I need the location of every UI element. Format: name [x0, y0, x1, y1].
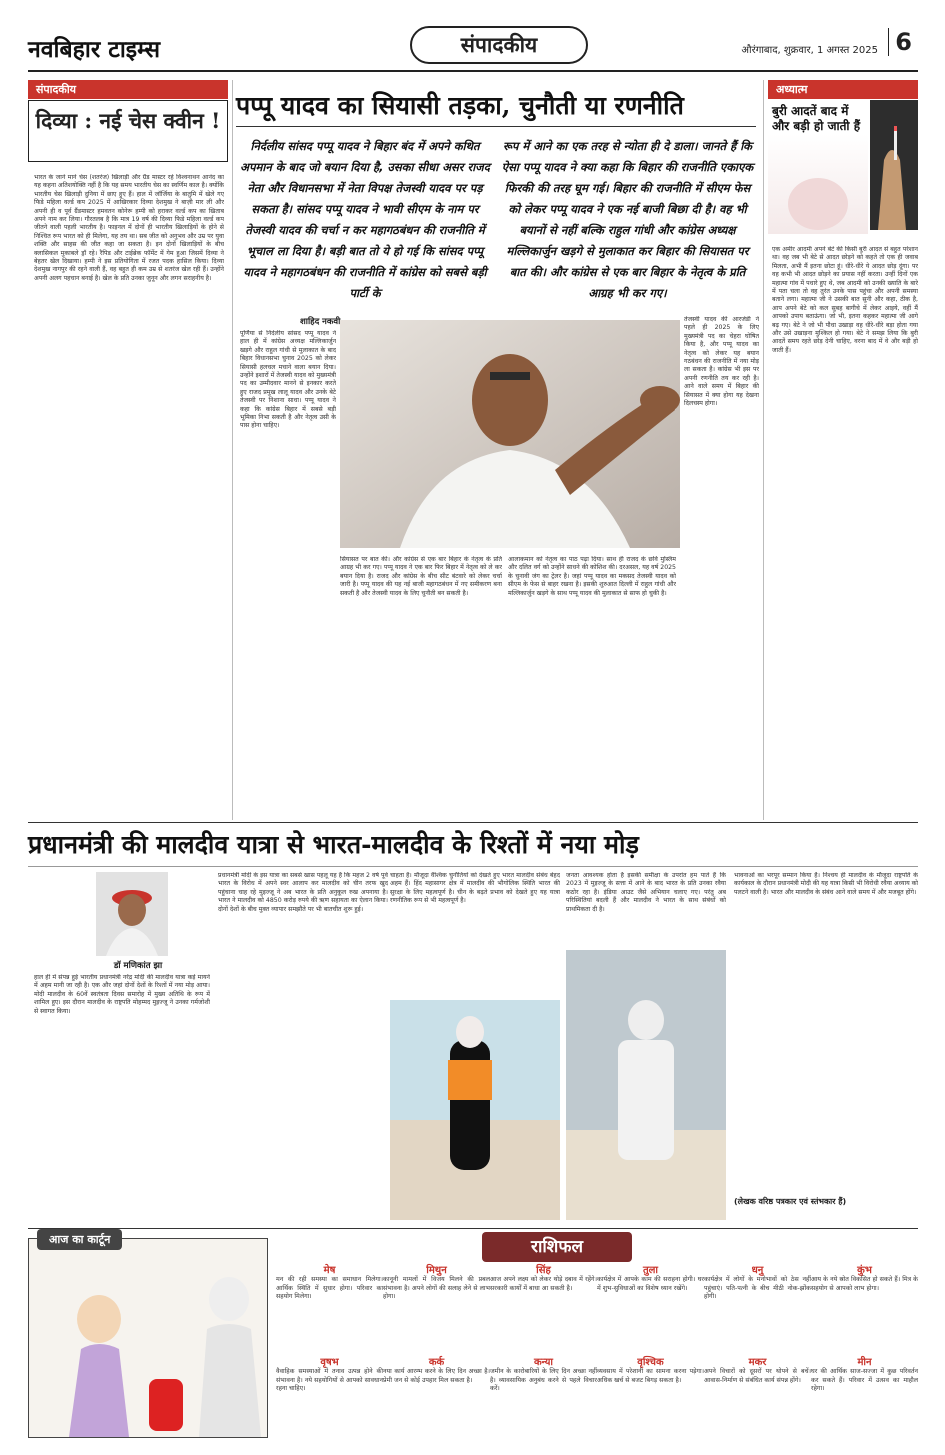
rashi-singh — [490, 1262, 597, 1293]
author-disclaimer: (लेखक वरिष्ठ पत्रकार एवं स्तंभकार हैं) — [734, 1197, 847, 1206]
rashi-name: तुला — [642, 1265, 659, 1276]
rashi-name: कुंभ — [857, 1265, 872, 1276]
rashi-text: आज अपने लक्ष्य को लेकर थोड़े दबाव में रहेंगे। सरकारी कार्यों में बाधा आ सकती है। — [490, 1276, 597, 1292]
rashi-makar — [704, 1354, 811, 1385]
section-title: संपादकीय — [410, 26, 588, 64]
pappu-yadav-photo — [340, 320, 680, 548]
rashi-text: आय के नये स्रोत विकसित हो सकते हैं। मित्र के सहयोग से आपको लाभ होगा। — [811, 1276, 918, 1292]
rashi-text: नया कार्य आरम्भ करने के लिए दिन अच्छा है। प्रेमी जन से कोई उपहार मिल सकता है। — [383, 1368, 490, 1384]
second-col-4: जनता आवश्यक होता है इसकी समीक्षा के उपरांत हम पाते हैं कि 2023 में मुइज्जू के सत्ता में आने के बाद भारत के प्रति उनका रवैया कठोर रहा है। इंडिया आउट जैसे अभियान चलाए गए। परंतु अब परिस्थितियां बदली हैं और मालदीव ने भारत के साथ संबंधों को प्राथमिकता दी है। — [566, 872, 726, 913]
rashi-name: सिंह — [536, 1265, 551, 1276]
cartoon-illustration — [29, 1239, 267, 1437]
rashifal-title: राशिफल — [482, 1232, 632, 1262]
newspaper-brand: नवबिहार टाइम्स — [28, 36, 161, 63]
rashi-mesh — [276, 1262, 383, 1302]
adhyatma-illustration — [768, 134, 868, 234]
main-col-3: आलाकमान को नेतृत्व का पाठ पढ़ा दिया। साथ ही राजद के छवि मुस्लिम और दलित वर्ग को उन्होंने साधने की कोशिश की। दरअसल, यह वर्ष 2025 के चुनावी जंग का ट्रेलर है। जहां पप्पू यादव का मकसद तेजस्वी यादव को सीएम के फेस से बाहर रखना है। इसकी शुरुआत दिल्ली में राहुल गांधी और मल्लिकार्जुन खड़गे के साथ पप्पू यादव की मुलाकात से साफ हो चुकी है। — [508, 556, 676, 597]
rashi-name: मीन — [857, 1357, 872, 1368]
main-deck-right: रूप में आने का एक तरह से न्योता ही दे डाला। जानते हैं कि ऐसा पप्पू यादव ने क्या कहा कि बिहार की राजनीति एकाएक फिरकी की तरह घूम गई। बिहार की राजनीति में सीएम फेस को लेकर पप्पू यादव ने एक नई बाजी बिछा दी है। वह भी बयानों से नहीं बल्कि राहुल गांधी और कांग्रेस अध्यक्ष मल्लिकार्जुन खड़गे से मुलाकात कर बिहार की सियासत पर बात की। और कांग्रेस से एक बार बिहार के नेतृत्व के प्रति आग्रह भी कर गए। — [501, 139, 754, 300]
cartoon-panel — [28, 1233, 268, 1438]
adhyatma-title: बुरी आदतें बाद में और बड़ी हो जाती हैं — [772, 104, 861, 133]
editorial-title: दिव्या : नई चेस क्वीन ! — [35, 108, 221, 133]
second-byline: डॉ मणिकांत झा — [113, 961, 163, 971]
rashi-vrishabh — [276, 1354, 383, 1394]
editorial-title-box — [28, 100, 228, 162]
rashi-text: मन की रही समस्या का समाधान मिलेगा। आर्थिक स्थिति में सुधार होगा। परिवार का सहयोग मिलेगा। — [276, 1276, 383, 1300]
rashi-name: मकर — [748, 1357, 767, 1368]
main-deck-left: निर्दलीय सांसद पप्पू यादव ने बिहार बंद में अपने कथित अपमान के बाद जो बयान दिया है, उसका सीधा असर राजद नेता और विधानसभा में नेता विपक्ष तेजस्वी यादव पर पड़ सकता है। सांसद पप्पू यादव ने भावी सीएम के नाम पर तेजस्वी यादव की चर्चा न कर महागठबंधन की राजनीति में भूचाल ला दिया है। बड़ी बात तो ये हो गई कि सांसद पप्पू यादव ने महागठबंधन की राजनीति में कांग्रेस को सबसे बड़ी पार्टी के — [240, 139, 490, 300]
divider — [232, 80, 233, 820]
second-headline: प्रधानमंत्री की मालदीव यात्रा से भारत-मालदीव के रिश्तों में नया मोड़ — [28, 830, 639, 859]
divider — [28, 866, 918, 867]
main-headline: पप्पू यादव का सियासी तड़का, चुनौती या रणनीति — [236, 91, 684, 120]
masthead — [28, 22, 918, 72]
rashi-text: व्यवसाय में परेशानी का सामना करना पड़ेगा। अधिक खर्च से बजट बिगड़ सकता है। — [597, 1368, 704, 1384]
page-number: 6 — [888, 28, 912, 56]
editorial-tag: संपादकीय — [28, 80, 228, 99]
rashi-name: कर्क — [428, 1357, 445, 1368]
second-col-3: चाहता है। मौजूदा वैश्विक चुनौतियों को देखते हुए भारत मालदीव संबंध बेहद अहम हैं। हिंद महासागर क्षेत्र में मालदीव की भौगोलिक स्थिति भारत की सुरक्षा के लिए महत्वपूर्ण है। चीन के बढ़ते प्रभाव को देखते हुए यह यात्रा रणनीतिक रूप से भी महत्वपूर्ण है। — [390, 872, 560, 905]
adhyatma-tag: अध्यात्म — [768, 80, 918, 99]
main-col-2: सियासत पर बात की। और कांग्रेस से एक बार बिहार के नेतृत्व के प्रति आग्रह भी कर गए। पप्पू यादव ने एक बार फिर बिहार में नेतृत्व को ले कर बयान दिया है। राजद और कांग्रेस के बीच सीट बंटवारे को लेकर चर्चा जारी है। पप्पू यादव की यह नई बाजी महागठबंधन में नए समीकरण बना सकती है और तेजस्वी यादव के लिए चुनौती बन सकती है। — [340, 556, 502, 597]
rashi-text: अपने विचारों को दूसरों पर थोपने से बचें। आवास-निर्माण से संबंधित कार्य संपन्न होंगे। — [704, 1368, 811, 1384]
main-byline: शाहिद नकवी — [300, 317, 341, 327]
rashi-text: वैवाहिक समस्याओं में तनाव उत्पन्न होने की संभावना है। नये सहयोगियों से आपको सावधान रहना चाहिए। — [276, 1368, 383, 1392]
adhyatma-body: एक अमीर आदमी अपने बेटे की किसी बुरी आदत से बहुत परेशान था। वह जब भी बेटे से आदत छोड़ने को कहते तो एक ही जवाब मिलता, अभी मैं इतना छोटा हूं। धीरे-धीरे ये आदत छोड़ दूंगा। पर वह कभी भी आदत छोड़ने का प्रयास नहीं करता। उन्हीं दिनों एक महात्मा गांव में पधारे हुए थे, जब आदमी को उनकी ख्याति के बारे में पता चला तो वह तुरंत उनके पास पहुंचा और अपनी समस्या बताने लगा। महात्मा जी ने उसकी बात सुनी और कहा, ठीक है, आप अपने बेटे को कल सुबह बागीचे में लेकर आइये, वहीं मैं आपको उपाय बताऊंगा। जो भी, इतना कहकर महात्मा जी आगे बढ़ गए। बेटे ने जो भी पौधा उखाड़ा वह धीरे-धीरे बड़ा होता गया और उसे उखाड़ना मुश्किल हो गया। बेटे ने समझ लिया कि बुरी आदतें समय रहते छोड़ देनी चाहिए, वरना बाद में वे और बड़ी हो जाती हैं। — [772, 246, 918, 354]
rashi-name: वृषभ — [320, 1357, 339, 1368]
divider — [763, 80, 764, 820]
hand-with-cigarette-image — [870, 100, 918, 230]
rashi-text: जमीन के कारोबारियों के लिए दिन अच्छा नहीं है। व्यावसायिक अनुबंध करने से पहले विचार करें। — [490, 1368, 597, 1392]
second-col-2: प्रधानमंत्री मोदी के इस यात्रा का सबसे खास पहलू यह है कि महज 2 वर्ष पूर्व भारत के विरोध में अपने स्वर आलाप कर मालदीव को चीन तरफ खुद पहुंचाना चाह रहे मुइज्जू ने अब भारत के प्रति अनुकूल रुख अपनाया है। भारत ने मालदीव को 4850 करोड़ रुपये की ऋण सहायता का ऐलान किया। दोनों देशों के बीच मुक्त व्यापार समझौते पर भी बातचीत शुरू हुई। — [218, 872, 388, 913]
rashi-dhanu — [704, 1262, 811, 1302]
rashi-kanya — [490, 1354, 597, 1394]
author-photo — [96, 872, 168, 956]
rashi-name: वृश्चिक — [637, 1357, 664, 1368]
dateline: औरंगाबाद, शुक्रवार, 1 अगस्त 2025 — [741, 45, 878, 56]
divider — [28, 822, 918, 823]
rashi-mithun — [383, 1262, 490, 1302]
rashi-kumbh — [811, 1262, 918, 1293]
divider — [236, 126, 756, 127]
divider — [28, 1228, 918, 1229]
rashi-name: मेष — [323, 1265, 336, 1276]
rashi-name: धनु — [751, 1265, 764, 1276]
modi-praying-photo — [566, 950, 726, 1220]
rashi-tula — [597, 1262, 704, 1293]
rashi-name: मिथुन — [426, 1265, 447, 1276]
second-col-1: हाल ही में संपन्न हुई भारतीय प्रधानमंत्री नरेंद्र मोदी की मालदीव यात्रा कई मायने में अहम मानी जा रही है। एक और जहां दोनों देशों के रिश्तों में नया मोड़ आया। मोदी मालदीव के 60वें स्वतंत्रता दिवस समारोह में मुख्य अतिथि के रूप में शामिल हुए। इस दौरान मालदीव के राष्ट्रपति मोहम्मद मुइज्जू ने उनका गर्मजोशी से स्वागत किया। — [34, 974, 210, 1015]
rashi-meen — [811, 1354, 918, 1394]
main-col-4: तेजस्वी यादव की आरजेडी ने पहले ही 2025 के लिए मुख्यमंत्री पद का चेहरा घोषित किया है, और पप्पू यादव का नेतृत्व को लेकर यह बयान गठबंधन की राजनीति में नया मोड़ ला सकता है। कांग्रेस भी इस पर अपनी रणनीति तय कर रही है। आने वाले समय में बिहार की सियासत में क्या होगा यह देखना दिलचस्प होगा। — [684, 316, 759, 408]
rashi-text: कार्यक्षेत्र में लोगों के मनोभावों को ठेस नहीं पहुंचाएं। पति-पत्नी के बीच मीठी नोक-झोंक होगी। — [704, 1276, 811, 1300]
editorial-body: भारत के जाने माने चेस (शतरंज) खिलाड़ी और ग्रैंड मास्टर रहे विश्वनाथन आनंद का यह कहना अतिशयोक्ति नहीं है कि यह समय भारतीय चेस का स्वर्णिम काल है। क्योंकि भारतीय चेस खिलाड़ी दुनिया में छाए हुए हैं। हाल में जॉर्जिया के बातुमि में खेले गए फिडे महिला वर्ल्ड कप 2025 में आखिरकार दिव्या देशमुख ने बाज़ी मार ली और अपनी ही व पूर्व ग्रैंडमास्टर हमवतन कोनेरू हम्पी को हराकर वर्ल्ड कप का खिताब अपने नाम कर लिया। गौरतलब है कि मात्र 19 वर्ष की दिव्या फिडे महिला वर्ल्ड कप जीतने वाली पहली भारतीय है। फाइनल में दोनों ही भारतीय खिलाड़ियों के होने से निश्चित रूप भारत को ही मिलेगा, यह तय था। सब जीत को अनुभव और उम्र पर युवा शक्ति और साहस की जीत कहा जा सकता है। इन दोनों खिलाड़ियों के बीच क्लासिकल मुकाबले ड्रॉ रहे। रैपिड और टाईब्रेक फॉर्मेट में गेम हुआ जिसमें दिव्या ने बेहतर खेल दिखाया। हम्पी ने इस प्रतियोगिता में रजत पदक हासिल किया। दिव्या देशमुख नागपुर की रहने वाली हैं, वह बहुत ही कम उम्र से शतरंज खेल रही हैं। उन्होंने अपनी अलग पहचान बनाई है। खेल के प्रति उनका जुनून और लगन सराहनीय है। — [34, 174, 224, 282]
main-col-1: पूर्णिया से निर्दलीय सांसद पप्पू यादव ने हाल ही में कांग्रेस अध्यक्ष मल्लिकार्जुन खड़गे और राहुल गांधी से मुलाकात के बाद बिहार विधानसभा चुनाव 2025 को लेकर सियासी हलचल मचाने वाला बयान दिया। उन्होंने इशारों में तेजस्वी यादव को मुख्यमंत्री पद का उम्मीदवार मानने से इनकार करते हुए राजद प्रमुख लालू यादव और उनके बेटे तेजस्वी पर निशाना साधा। पप्पू यादव ने कहा कि कांग्रेस बिहार में सबसे बड़ी भूमिका निभा सकती है और नेतृत्व उसी के पास होना चाहिए। — [240, 330, 336, 430]
rashi-name: कन्या — [533, 1357, 554, 1368]
cartoon-tag: आज का कार्टून — [37, 1229, 122, 1250]
second-col-5: भावनाओं का भरपूर सम्मान किया है। निश्चय ही मालदीव के मौजूदा राष्ट्रपति के कार्यकाल के दौरान प्रधानमंत्री मोदी की यह यात्रा किसी भी विरोधी रवैया अध्याय को पलटने वाली है। भारत और मालदीव के संबंध आने वाले समय में और मजबूत होंगे। — [734, 872, 918, 896]
rashi-kark — [383, 1354, 490, 1385]
spacer — [768, 236, 918, 244]
rashi-text: घर की आर्थिक साज-सज्जा में कुछ परिवर्तन कर सकते हैं। परिवार में उत्सव का माहौल रहेगा। — [811, 1368, 918, 1392]
rashifal-grid — [276, 1262, 918, 1438]
modi-beach-photo — [390, 1000, 560, 1220]
rashi-text: कार्यक्षेत्र में आपके काम की सराहना होगी। घर में शुभ-सुविधाओं का विशेष ध्यान रखेंगे। — [597, 1276, 704, 1292]
rashi-text: कानूनी मामलों में विजय मिलने की प्रबल संभावना है। अपने लोगों की सलाह लेने से लाभ होगा। — [383, 1276, 490, 1300]
rashi-vrishchik — [597, 1354, 704, 1385]
